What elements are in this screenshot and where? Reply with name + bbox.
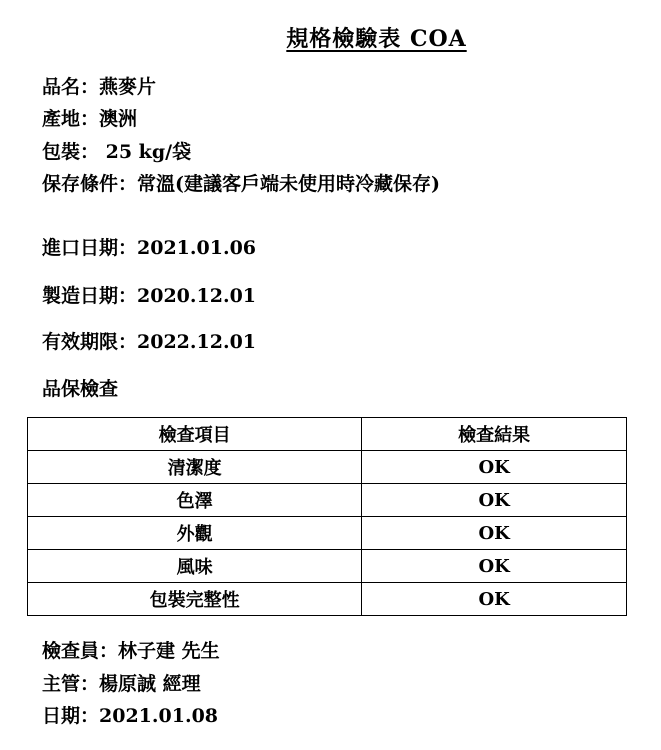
qc-table bbox=[27, 417, 627, 616]
product-name-value: 燕麥片 bbox=[99, 76, 157, 98]
packaging-value: 25 kg/袋 bbox=[99, 141, 192, 163]
supervisor-label: 主管： bbox=[42, 673, 100, 695]
manufacture-date-line bbox=[42, 283, 256, 309]
table-row bbox=[28, 517, 627, 550]
expiry-date-label: 有效期限： bbox=[42, 331, 138, 353]
qc-item-cell: 外觀 bbox=[28, 517, 362, 550]
storage-label: 保存條件： bbox=[42, 173, 138, 195]
manufacture-date-label: 製造日期： bbox=[42, 285, 138, 307]
origin-label: 產地： bbox=[42, 108, 100, 130]
qc-result-cell: OK bbox=[362, 583, 627, 616]
packaging-label: 包裝： bbox=[42, 141, 100, 163]
qc-header-item: 檢查項目 bbox=[28, 418, 362, 451]
qc-item-cell: 清潔度 bbox=[28, 451, 362, 484]
origin-value: 澳洲 bbox=[99, 108, 138, 130]
qc-heading-text: 品保檢查 bbox=[42, 378, 119, 400]
table-row bbox=[28, 550, 627, 583]
qc-header-result: 檢查結果 bbox=[362, 418, 627, 451]
document-title-text: 規格檢驗表 COA bbox=[286, 26, 467, 52]
table-row bbox=[28, 583, 627, 616]
date-label: 日期： bbox=[42, 705, 100, 727]
qc-result-cell: OK bbox=[362, 451, 627, 484]
storage-line bbox=[42, 171, 440, 197]
qc-item-cell: 風味 bbox=[28, 550, 362, 583]
origin-line bbox=[42, 106, 137, 132]
inspector-value: 林子建 先生 bbox=[118, 640, 220, 662]
product-name-line bbox=[42, 74, 156, 100]
expiry-date-value: 2022.12.01 bbox=[137, 331, 257, 353]
import-date-value: 2021.01.06 bbox=[137, 237, 257, 259]
expiry-date-line bbox=[42, 329, 256, 355]
table-row bbox=[28, 484, 627, 517]
qc-item-cell: 色澤 bbox=[28, 484, 362, 517]
date-line bbox=[42, 703, 218, 729]
qc-result-cell: OK bbox=[362, 484, 627, 517]
supervisor-value: 楊原誠 經理 bbox=[99, 673, 201, 695]
qc-heading bbox=[42, 376, 118, 402]
import-date-label: 進口日期： bbox=[42, 237, 138, 259]
storage-value: 常溫(建議客戶端未使用時冷藏保存) bbox=[137, 173, 440, 195]
qc-item-cell: 包裝完整性 bbox=[28, 583, 362, 616]
inspector-label: 檢查員： bbox=[42, 640, 119, 662]
product-name-label: 品名： bbox=[42, 76, 100, 98]
manufacture-date-value: 2020.12.01 bbox=[137, 285, 257, 307]
date-value: 2021.01.08 bbox=[99, 705, 219, 727]
qc-table-header-row bbox=[28, 418, 627, 451]
qc-result-cell: OK bbox=[362, 517, 627, 550]
supervisor-line bbox=[42, 671, 201, 697]
packaging-line bbox=[42, 139, 191, 165]
import-date-line bbox=[42, 235, 256, 261]
table-row bbox=[28, 451, 627, 484]
document-title bbox=[0, 22, 661, 53]
inspector-line bbox=[42, 638, 220, 664]
qc-result-cell: OK bbox=[362, 550, 627, 583]
